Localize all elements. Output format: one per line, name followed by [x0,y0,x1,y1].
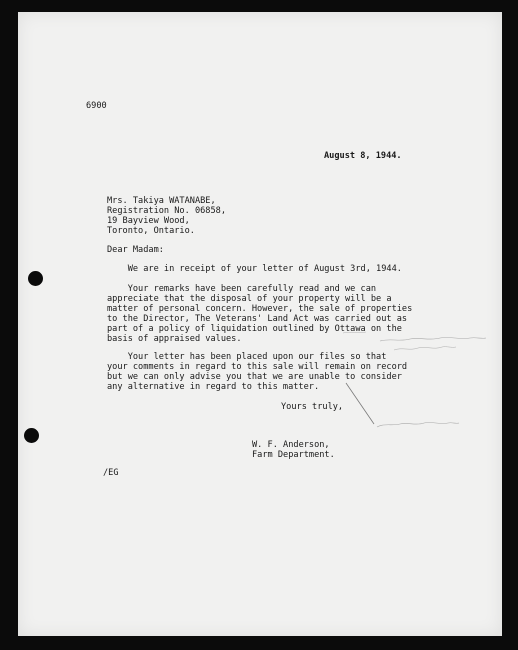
signature-department: Farm Department. [252,450,335,460]
paragraph-line: your comments in regard to this sale will remain on record [107,362,408,372]
annotation-scrawl-small [343,332,366,333]
paragraph-line: matter of personal concern. However, the sale of properties [107,304,413,314]
annotation-pointer-line [346,383,374,424]
closing: Yours truly, [281,402,344,412]
paragraph-line: appreciate that the disposal of your property will be a [107,294,392,304]
paragraph-line: basis of appraised values. [107,334,242,344]
typist-initials: /EG [103,468,119,478]
recipient-line: Mrs. Takiya WATANABE, [107,196,216,206]
annotation-scrawl-bottom [377,422,459,427]
salutation: Dear Madam: [107,245,164,255]
paragraph-receipt: We are in receipt of your letter of August 3rd, 1944. [107,264,402,274]
paragraph-line: part of a policy of liquidation outlined by Ottawa on the [107,324,402,334]
annotation-scrawl-middle [394,347,456,350]
paragraph-line: Your letter has been placed upon our files so that [107,352,387,362]
paragraph-line: to the Director, The Veterans' Land Act was carried out as [107,314,408,324]
recipient-line: 19 Bayview Wood, [107,216,190,226]
recipient-line: Toronto, Ontario. [107,226,195,236]
letter-date: August 8, 1944. [324,151,402,161]
file-number: 6900 [86,101,107,111]
paragraph-line: Your remarks have been carefully read and we can [107,284,377,294]
signature-name: W. F. Anderson, [252,440,330,450]
paragraph-line: but we can only advise you that we are unable to consider [107,372,402,382]
annotation-scrawl-top [380,337,486,341]
paragraph-line: any alternative in regard to this matter. [107,382,320,392]
recipient-line: Registration No. 06858, [107,206,226,216]
